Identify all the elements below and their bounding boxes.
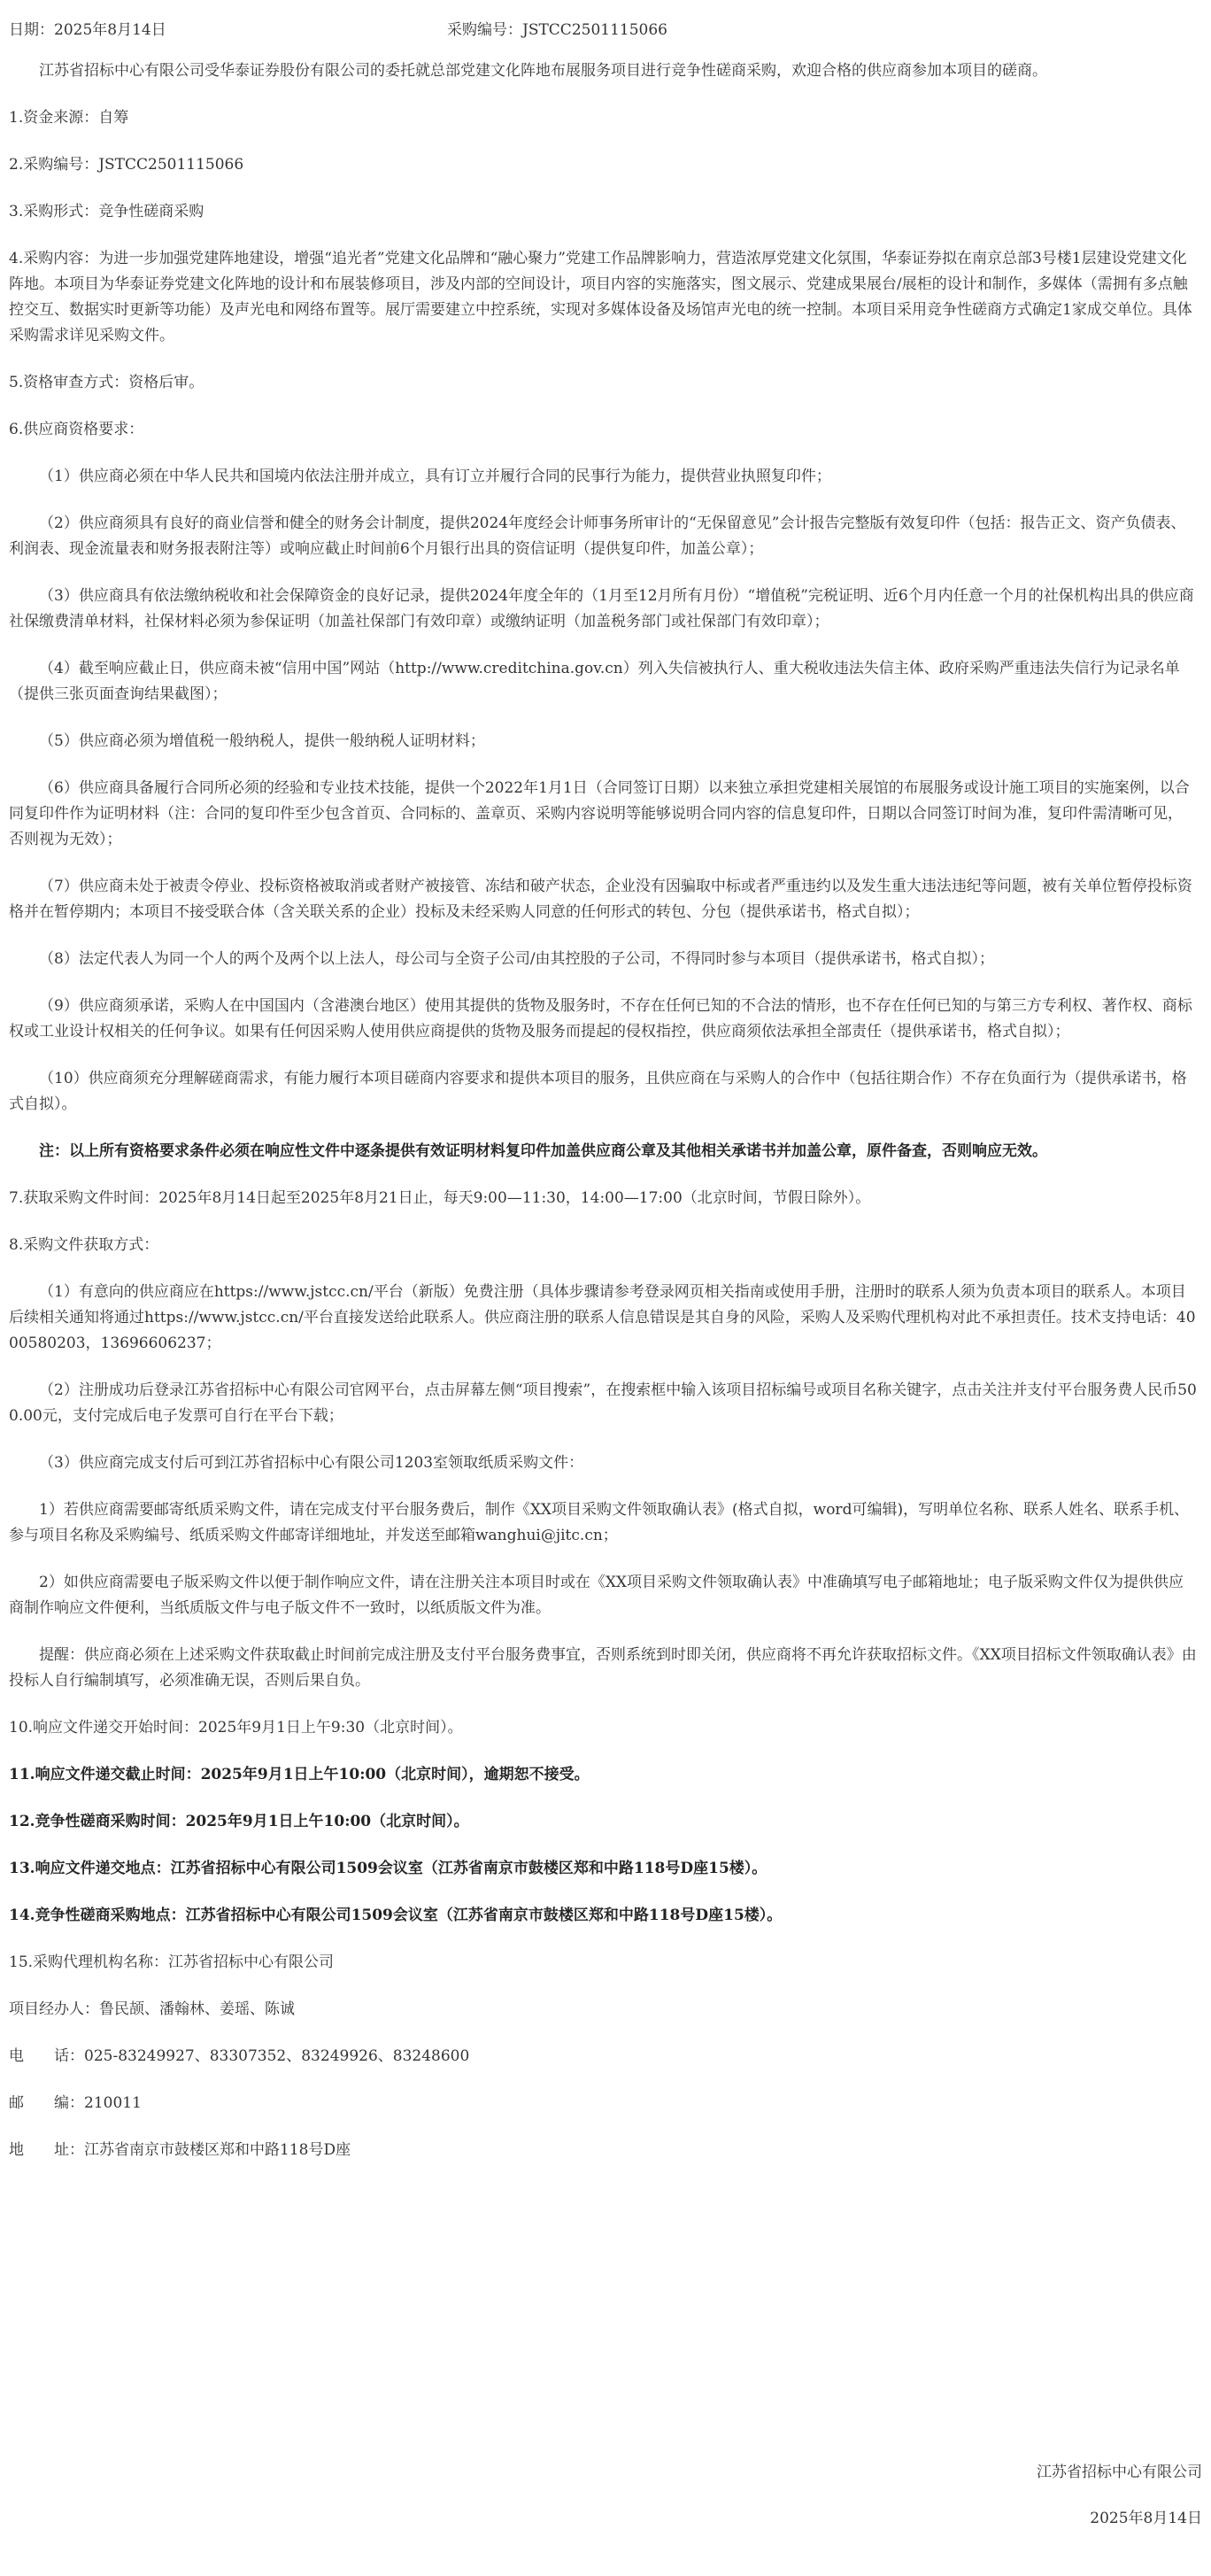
requirement-1: （1）供应商必须在中华人民共和国境内依法注册并成立，具有订立并履行合同的民事行为能力，提供营业执照复印件； xyxy=(39,468,831,485)
method-3-mail: 1）若供应商需要邮寄纸质采购文件，请在完成支付平台服务费后，制作《XX项目采购文件领取确认表》(格式自拟，word可编辑)，写明单位名称、联系人姓名、联系手机、参与项目名称及采购编号、纸质采购文件邮寄详细地址，并发送至邮箱wanghui@jitc.cn； xyxy=(9,1501,1190,1544)
method-2: （2）注册成功后登录江苏省招标中心有限公司官网平台，点击屏幕左侧“项目搜索”，在搜索框中输入该项目招标编号或项目名称关键字，点击关注并支付平台服务费人民币500.00元，支付完成后电子发票可自行在平台下载； xyxy=(9,1381,1197,1425)
item-procurement-content: 4.采购内容：为进一步加强党建阵地建设，增强“追光者”党建文化品牌和“融心聚力”党建工作品牌影响力，营造浓厚党建文化氛围，华泰证券拟在南京总部3号楼1层建设党建文化阵地。本项目为华泰证券党建文化阵地的设计和布展装修项目，涉及内部的空间设计，项目内容的实施落实，图文展示、党建成果展台/展柜的设计和制作，多媒体（需拥有多点触控交互、数据实时更新等功能）及声光电和网络布置等。展厅需要建立中控系统，实现对多媒体设备及场馆声光电的统一控制。本项目采用竞争性磋商方式确定1家成交单位。具体采购需求详见采购文件。 xyxy=(9,250,1192,344)
item-submission-location: 13.响应文件递交地点：江苏省招标中心有限公司1509会议室（江苏省南京市鼓楼区郑和中路118号D座15楼）。 xyxy=(9,1860,767,1877)
procurement-number: 采购编号：JSTCC2501115066 xyxy=(447,21,667,39)
requirement-4: （4）截至响应截止日，供应商未被“信用中国”网站（http://www.creditchina.gov.cn）列入失信被执行人、重大税收违法失信主体、政府采购严重违法失信行为记录名单（提供三张页面查询结果截图）； xyxy=(9,660,1180,703)
item-procurement-number: 2.采购编号：JSTCC2501115066 xyxy=(9,156,244,174)
method-3: （3）供应商完成支付后可到江苏省招标中心有限公司1203室领取纸质采购文件： xyxy=(39,1454,584,1472)
intro-paragraph: 江苏省招标中心有限公司受华泰证券股份有限公司的委托就总部党建文化阵地布展服务项目进行竞争性磋商采购，欢迎合格的供应商参加本项目的磋商。 xyxy=(39,62,1047,80)
announcement-date: 日期：2025年8月14日 xyxy=(9,21,166,39)
item-document-time: 7.获取采购文件时间：2025年8月14日起至2025年8月21日止，每天9:00—11:30，14:00—17:00（北京时间，节假日除外）。 xyxy=(9,1189,871,1207)
requirement-8: （8）法定代表人为同一个人的两个及两个以上法人，母公司与全资子公司/由其控股的子公司，不得同时参与本项目（提供承诺书，格式自拟）； xyxy=(39,950,995,968)
item-qualification-requirements: 6.供应商资格要求： xyxy=(9,421,144,438)
contact-address: 地 址：江苏省南京市鼓楼区郑和中路118号D座 xyxy=(9,2141,351,2159)
document-body xyxy=(9,58,1197,2185)
requirement-10: （10）供应商须充分理解磋商需求，有能力履行本项目磋商内容要求和提供本项目的服务，且供应商在与采购人的合作中（包括往期合作）不存在负面行为（提供承诺书，格式自拟）。 xyxy=(9,1070,1187,1113)
item-submission-deadline: 11.响应文件递交截止时间：2025年9月1日上午10:00（北京时间），逾期恕不接受。 xyxy=(9,1766,590,1783)
project-staff: 项目经办人：鲁民颉、潘翰林、姜瑶、陈诚 xyxy=(9,2000,295,2018)
item-qualification-review: 5.资格审查方式：资格后审。 xyxy=(9,374,204,391)
item-funding-source: 1.资金来源：自筹 xyxy=(9,109,129,127)
item-procurement-form: 3.采购形式：竞争性磋商采购 xyxy=(9,203,204,220)
reminder-paragraph: 提醒：供应商必须在上述采购文件获取截止时间前完成注册及支付平台服务费事宜，否则系统到时即关闭，供应商将不再允许获取招标文件。《XX项目招标文件领取确认表》由投标人自行编制填写，必须准确无误，否则后果自负。 xyxy=(9,1646,1197,1690)
signature-date: 2025年8月14日 xyxy=(1090,2510,1202,2527)
item-consultation-time: 12.竞争性磋商采购时间：2025年9月1日上午10:00（北京时间）。 xyxy=(9,1813,469,1830)
contact-phone: 电 话：025-83249927、83307352、83249926、83248600 xyxy=(9,2047,470,2065)
requirement-6: （6）供应商具备履行合同所必须的经验和专业技术技能，提供一个2022年1月1日（合同签订日期）以来独立承担党建相关展馆的布展服务或设计施工项目的实施案例，以合同复印件作为证明材料（注：合同的复印件至少包含首页、合同标的、盖章页、采购内容说明等能够说明合同内容的信息复印件，日期以合同签订时间为准，复印件需清晰可见，否则视为无效）； xyxy=(9,779,1190,848)
qualification-note: 注：以上所有资格要求条件必须在响应性文件中逐条提供有效证明材料复印件加盖供应商公章及其他相关承诺书并加盖公章，原件备查，否则响应无效。 xyxy=(39,1142,1047,1160)
signature-org: 江苏省招标中心有限公司 xyxy=(1037,2464,1202,2481)
document-header xyxy=(9,18,1202,44)
requirement-7: （7）供应商未处于被责令停业、投标资格被取消或者财产被接管、冻结和破产状态，企业没有因骗取中标或者严重违约以及发生重大违法违纪等问题，被有关单位暂停投标资格并在暂停期内；本项目不接受联合体（含关联关系的企业）投标及未经采购人同意的任何形式的转包、分包（提供承诺书，格式自拟）； xyxy=(9,878,1192,921)
contact-zip: 邮 编：210011 xyxy=(9,2094,142,2112)
method-3-electronic: 2）如供应商需要电子版采购文件以便于制作响应文件，请在注册关注本项目时或在《XX项目采购文件领取确认表》中准确填写电子邮箱地址；电子版采购文件仅为提供供应商制作响应文件便利，当纸质版文件与电子版文件不一致时，以纸质版文件为准。 xyxy=(9,1574,1184,1617)
item-submission-start: 10.响应文件递交开始时间：2025年9月1日上午9:30（北京时间）。 xyxy=(9,1719,463,1737)
requirement-5: （5）供应商必须为增值税一般纳税人，提供一般纳税人证明材料； xyxy=(39,732,485,750)
item-consultation-location: 14.竞争性磋商采购地点：江苏省招标中心有限公司1509会议室（江苏省南京市鼓楼区郑和中路118号D座15楼）。 xyxy=(9,1907,783,1924)
item-agency-name: 15.采购代理机构名称：江苏省招标中心有限公司 xyxy=(9,1953,335,1971)
requirement-9: （9）供应商须承诺，采购人在中国国内（含港澳台地区）使用其提供的货物及服务时，不存在任何已知的不合法的情形，也不存在任何已知的与第三方专利权、著作权、商标权或工业设计权相关的任何争议。如果有任何因采购人使用供应商提供的货物及服务而提起的侵权指控，供应商须依法承担全部责任（提供承诺书，格式自拟）； xyxy=(9,997,1192,1040)
requirement-3: （3）供应商具有依法缴纳税收和社会保障资金的良好记录，提供2024年度全年的（1月至12月所有月份）“增值税”完税证明、近6个月内任意一个月的社保机构出具的供应商社保缴费清单材料，社保材料必须为参保证明（加盖社保部门有效印章）或缴纳证明（加盖税务部门或社保部门有效印章）； xyxy=(9,587,1194,630)
requirement-2: （2）供应商须具有良好的商业信誉和健全的财务会计制度，提供2024年度经会计师事务所审计的“无保留意见”会计报告完整版有效复印件（包括：报告正文、资产负债表、利润表、现金流量表和财务报表附注等）或响应截止时间前6个月银行出具的资信证明（提供复印件，加盖公章）； xyxy=(9,514,1186,558)
item-document-method: 8.采购文件获取方式： xyxy=(9,1236,159,1254)
method-1: （1）有意向的供应商应在https://www.jstcc.cn/平台（新版）免费注册（具体步骤请参考登录网页相关指南或使用手册，注册时的联系人须为负责本项目的联系人。本项目后续相关通知将通过https://www.jstcc.cn/平台直接发送给此联系人。供应商注册的联系人信息错误是其自身的风险，采购人及采购代理机构对此不承担责任。技术支持电话：4000580203，13696606237； xyxy=(9,1283,1196,1352)
